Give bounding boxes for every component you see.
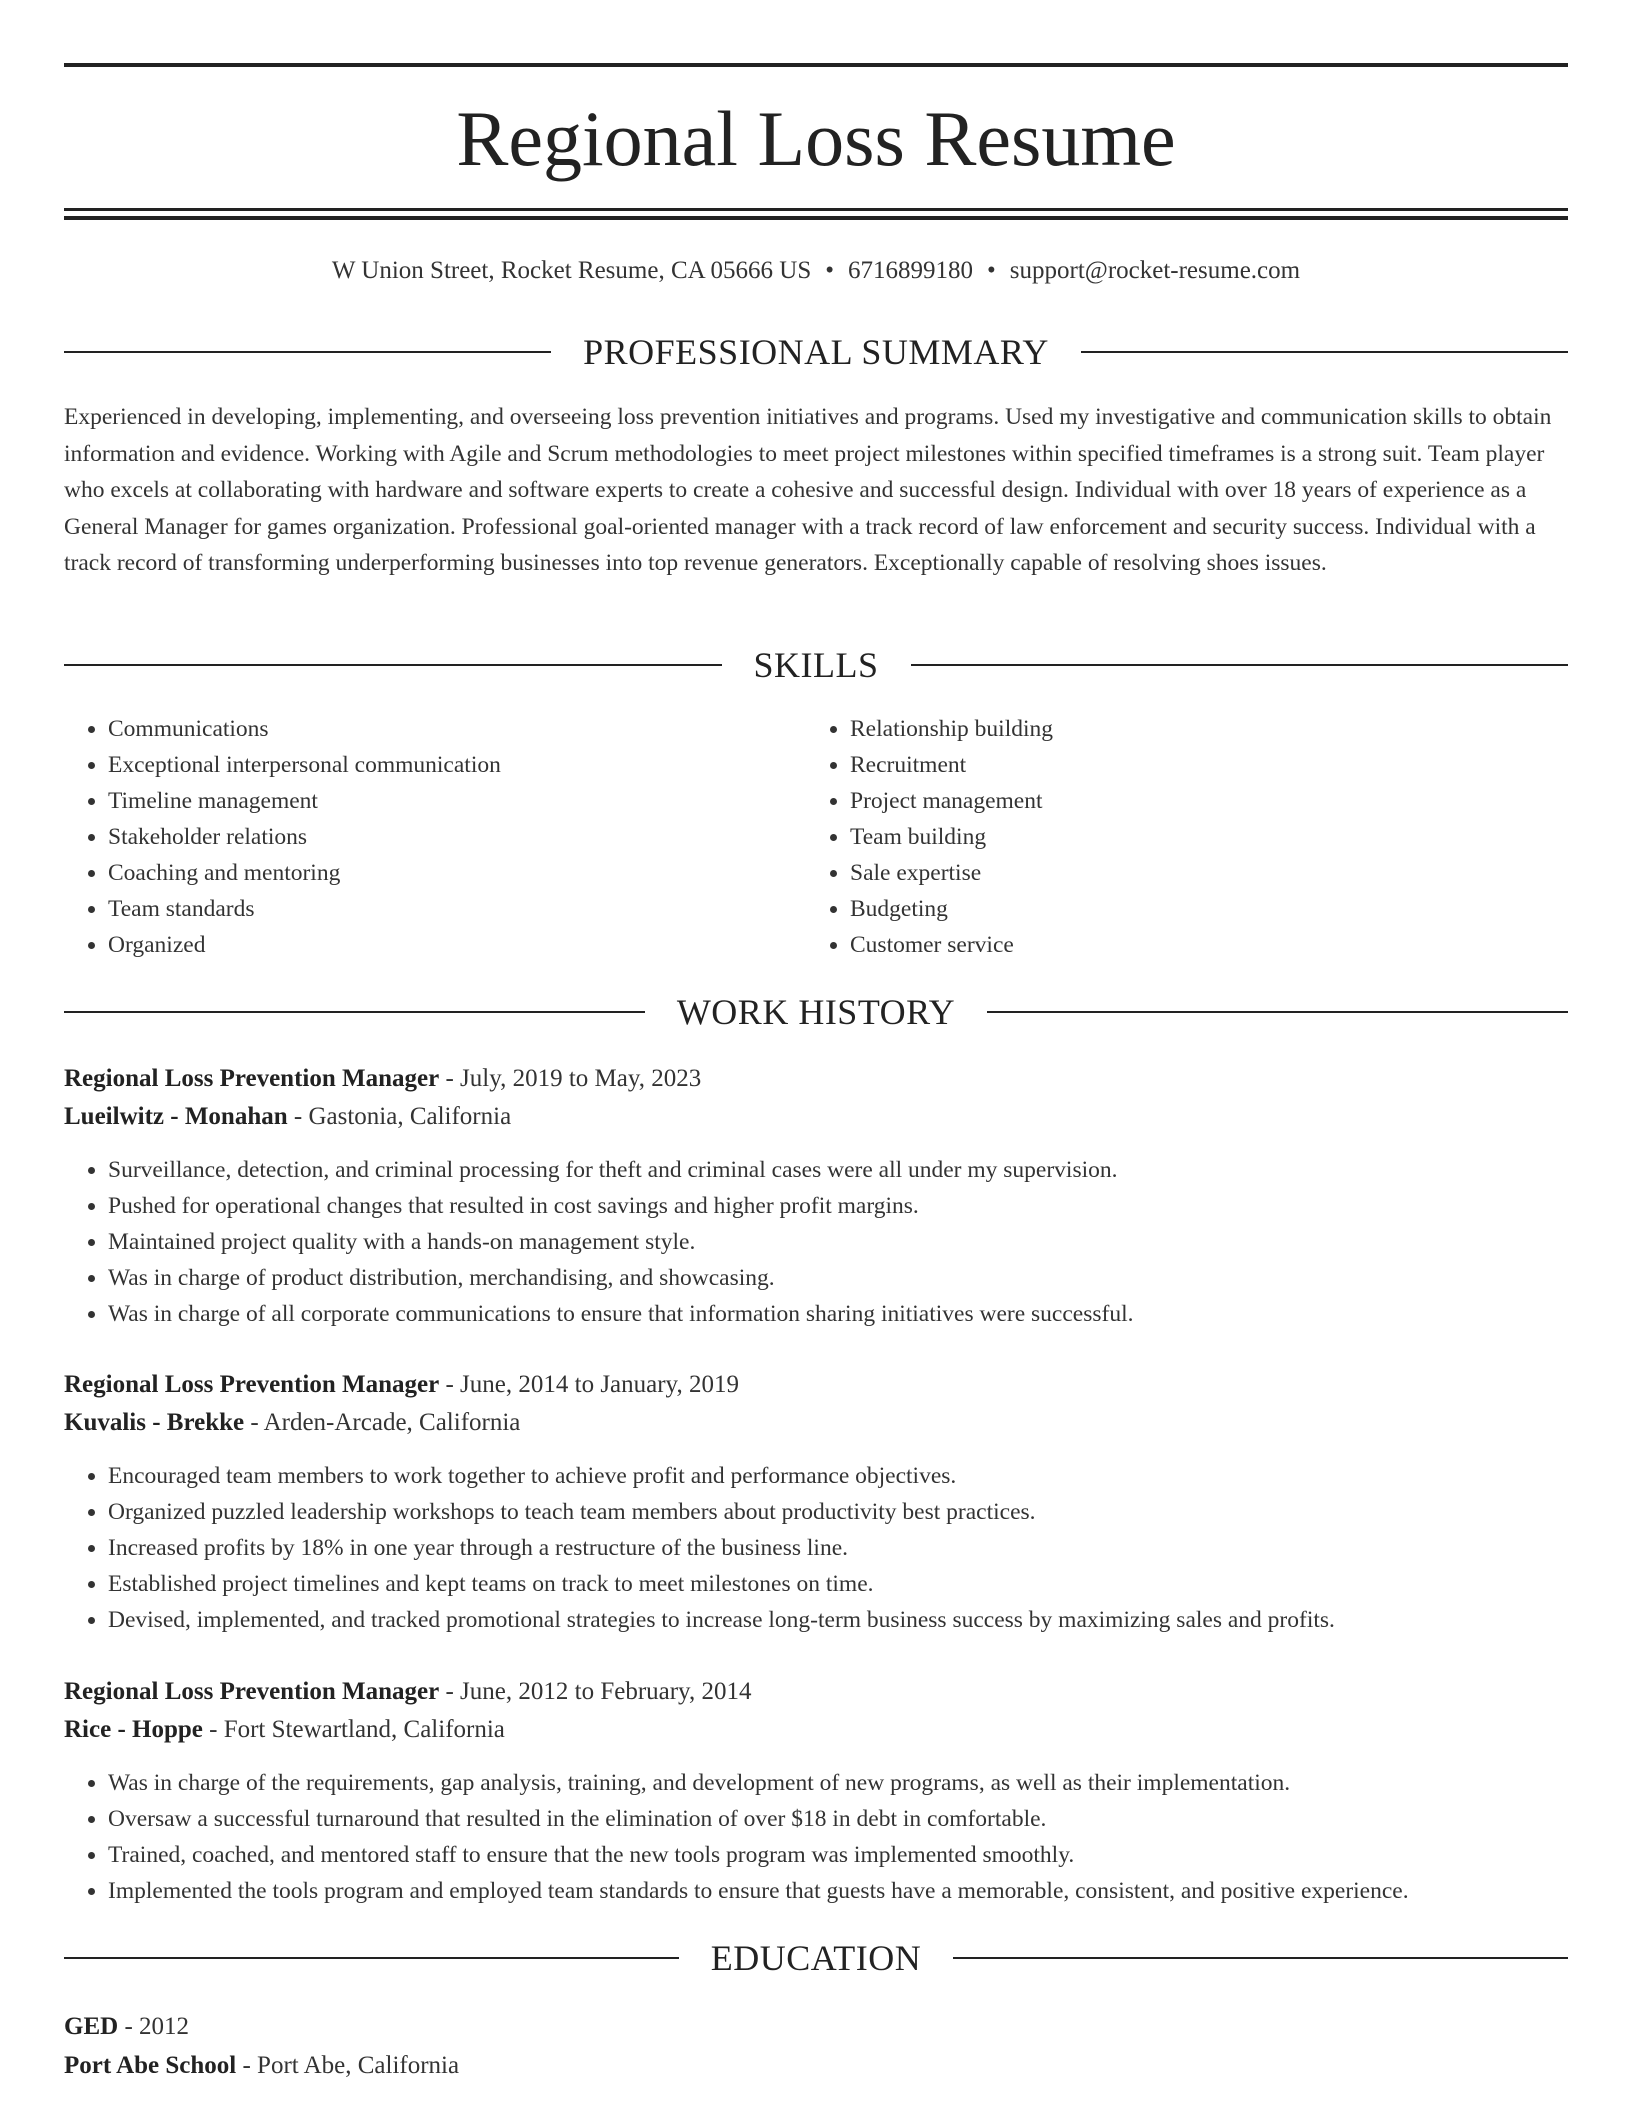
job-location: - Fort Stewartland, California xyxy=(202,1716,505,1743)
job-dates: - June, 2014 to January, 2019 xyxy=(439,1371,739,1398)
heading-rule-left xyxy=(64,1957,679,1959)
skill-item: • Recruitment xyxy=(850,747,1548,783)
job-bullets xyxy=(64,1765,1568,1909)
job-title-line xyxy=(64,1060,1568,1098)
summary-heading-label: PROFESSIONAL SUMMARY xyxy=(583,332,1049,372)
job-bullets xyxy=(64,1458,1568,1638)
job-dates: - July, 2019 to May, 2023 xyxy=(439,1065,702,1092)
skill-item: • Stakeholder relations xyxy=(108,819,806,855)
job-title: Regional Loss Prevention Manager xyxy=(64,1371,440,1398)
job-title-line xyxy=(64,1366,1568,1404)
skill-item: • Budgeting xyxy=(850,891,1548,927)
skills-list-right xyxy=(806,711,1548,963)
job-location: - Gastonia, California xyxy=(287,1103,512,1130)
job-company-line xyxy=(64,1404,1568,1442)
education-school-line xyxy=(64,2046,1568,2085)
skill-item: • Sale expertise xyxy=(850,855,1548,891)
education-school: Port Abe School xyxy=(64,2052,237,2079)
job-bullet: • Devised, implemented, and tracked promotional strategies to increase long-term business success by maximizing sales and profits. xyxy=(108,1602,1568,1638)
skill-item: • Organized xyxy=(108,927,806,963)
job-bullet: • Was in charge of product distribution, merchandising, and showcasing. xyxy=(108,1260,1568,1296)
job-bullets xyxy=(64,1152,1568,1332)
heading-rule-right xyxy=(953,1957,1568,1959)
heading-rule-right xyxy=(911,664,1569,666)
summary-text: Experienced in developing, implementing, and overseeing loss prevention initiatives and programs. Used my investigative and communication skills to obtain information and evidence. Working with Agile and Scrum methodologies to meet project milestones within specified timeframes is a strong suit. Team player who excels at collaborating with hardware and software experts to create a cohesive and successful design. Individual with over 18 years of experience as a General Manager for games organization. Professional goal-oriented manager with a track record of law enforcement and security success. Individual with a track record of transforming underperforming businesses into top revenue generators. Exceptionally capable of resolving shoes issues. xyxy=(64,404,1552,576)
top-rule xyxy=(64,63,1568,67)
heading-rule-right xyxy=(1081,351,1568,353)
job-entry xyxy=(64,1673,1568,1909)
education-location: - Port Abe, California xyxy=(236,2052,460,2079)
education-degree-line xyxy=(64,2007,1568,2046)
job-entry xyxy=(64,1060,1568,1332)
contact-address: W Union Street, Rocket Resume, CA 05666 US xyxy=(331,257,812,284)
education-section-heading xyxy=(64,1936,1568,1980)
heading-rule-left xyxy=(64,1011,645,1013)
job-company: Kuvalis - Brekke xyxy=(64,1409,245,1436)
resume-title: Regional Loss Resume xyxy=(456,95,1176,182)
skills-heading-label: SKILLS xyxy=(753,645,879,685)
job-title-line xyxy=(64,1673,1568,1711)
heading-rule-right xyxy=(987,1011,1568,1013)
job-bullet: • Established project timelines and kept teams on track to meet milestones on time. xyxy=(108,1566,1568,1602)
contact-phone: 6716899180 xyxy=(848,257,974,284)
job-title: Regional Loss Prevention Manager xyxy=(64,1065,440,1092)
title-double-rule-lower xyxy=(64,216,1568,220)
job-bullet: • Increased profits by 18% in one year through a restructure of the business line. xyxy=(108,1530,1568,1566)
job-bullet: • Trained, coached, and mentored staff to ensure that the new tools program was implemented smoothly. xyxy=(108,1837,1568,1873)
contact-separator: • xyxy=(987,257,996,284)
skill-item: • Project management xyxy=(850,783,1548,819)
skills-section-heading xyxy=(64,643,1568,687)
work-section-heading xyxy=(64,990,1568,1034)
contact-email: support@rocket-resume.com xyxy=(1009,257,1301,284)
job-bullet: • Pushed for operational changes that resulted in cost savings and higher profit margins. xyxy=(108,1188,1568,1224)
job-bullet: • Organized puzzled leadership workshops to teach team members about productivity best practices. xyxy=(108,1494,1568,1530)
job-bullet: • Was in charge of all corporate communications to ensure that information sharing initiatives were successful. xyxy=(108,1296,1568,1332)
title-double-rule-upper xyxy=(64,208,1568,211)
job-bullet: • Surveillance, detection, and criminal processing for theft and criminal cases were all under my supervision. xyxy=(108,1152,1568,1188)
job-company-line xyxy=(64,1711,1568,1749)
skills-columns xyxy=(64,711,1568,963)
skill-item: • Team building xyxy=(850,819,1548,855)
job-company: Rice - Hoppe xyxy=(64,1716,203,1743)
skill-item: • Customer service xyxy=(850,927,1548,963)
contact-line xyxy=(64,254,1568,288)
summary-section-heading xyxy=(64,330,1568,374)
heading-rule-left xyxy=(64,351,551,353)
job-company: Lueilwitz - Monahan xyxy=(64,1103,288,1130)
job-dates: - June, 2012 to February, 2014 xyxy=(439,1678,752,1705)
job-bullet: • Encouraged team members to work together to achieve profit and performance objectives. xyxy=(108,1458,1568,1494)
skill-item: • Timeline management xyxy=(108,783,806,819)
contact-separator: • xyxy=(825,257,835,284)
job-entry xyxy=(64,1366,1568,1638)
job-bullet: • Maintained project quality with a hands-on management style. xyxy=(108,1224,1568,1260)
education-degree: GED xyxy=(64,2013,119,2040)
skills-list-left xyxy=(64,711,806,963)
work-heading-label: WORK HISTORY xyxy=(676,992,956,1032)
heading-rule-left xyxy=(64,664,722,666)
education-year: - 2012 xyxy=(118,2013,190,2040)
job-location: - Arden-Arcade, California xyxy=(244,1409,521,1436)
job-bullet: • Was in charge of the requirements, gap analysis, training, and development of new programs, as well as their implementation. xyxy=(108,1765,1568,1801)
skill-item: • Relationship building xyxy=(850,711,1548,747)
job-title: Regional Loss Prevention Manager xyxy=(64,1678,440,1705)
skill-item: • Communications xyxy=(108,711,806,747)
skill-item: • Coaching and mentoring xyxy=(108,855,806,891)
skill-item: • Team standards xyxy=(108,891,806,927)
job-bullet: • Oversaw a successful turnaround that resulted in the elimination of over $18 in debt in comfortable. xyxy=(108,1801,1568,1837)
job-bullet: • Implemented the tools program and employed team standards to ensure that guests have a memorable, consistent, and positive experience. xyxy=(108,1873,1568,1909)
education-entry xyxy=(64,2007,1568,2085)
education-heading-label: EDUCATION xyxy=(710,1938,922,1978)
skill-item: • Exceptional interpersonal communication xyxy=(108,747,806,783)
job-company-line xyxy=(64,1098,1568,1136)
